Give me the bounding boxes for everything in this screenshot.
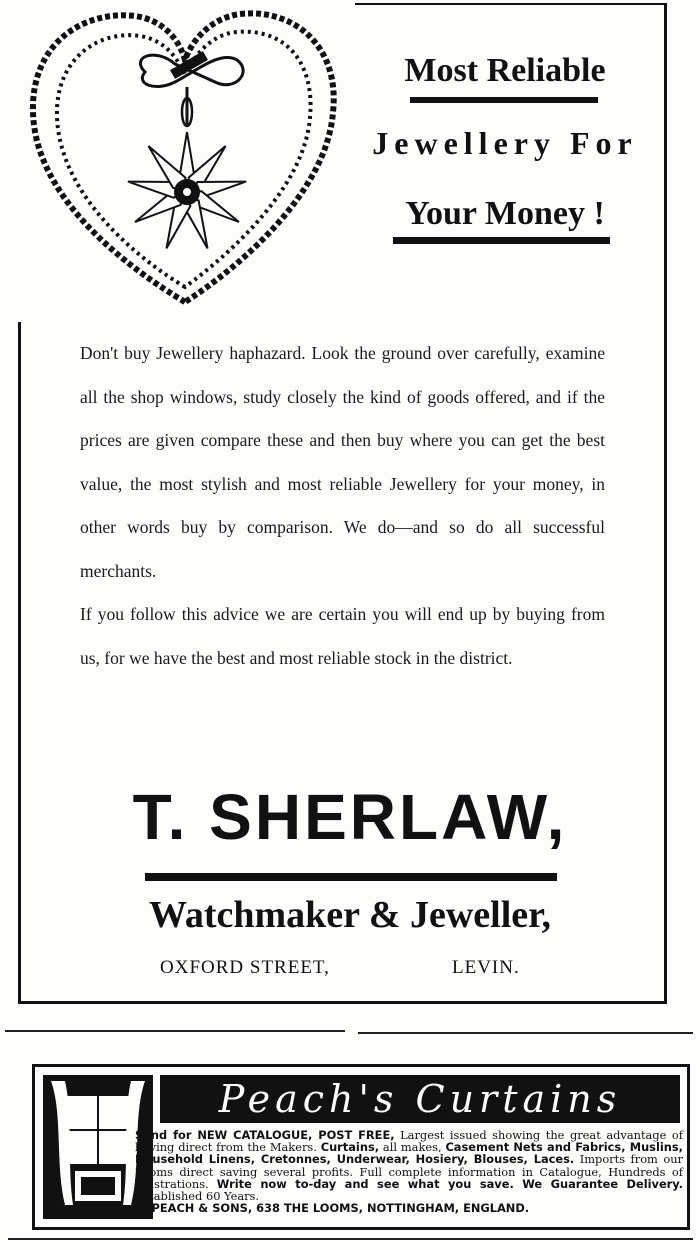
address-street: OXFORD STREET, [160,957,330,978]
peach-curtains-advert [32,1064,690,1230]
headline-line-1: Most Reliable [404,52,606,89]
separator-line-right [358,1032,693,1034]
peach-copy-g: Write now to-day and see what you save. [216,1176,514,1191]
heart-necklace-illustration [15,2,355,317]
peach-advert-copy [135,1129,683,1214]
peach-copy-c: Curtains, [320,1140,380,1155]
peach-copy-b: Largest issued showing the great advantage of buying direct from the Makers. [135,1128,683,1155]
peach-copy-f: Imports from our Looms direct saving several profits. Full complete information in Catalogue, Hundreds of Illustrations. [135,1152,683,1191]
peach-copy-a: Send for NEW CATALOGUE, POST FREE, [135,1128,395,1142]
ad-border-right [664,3,667,1003]
headline-underline-1 [410,97,598,103]
headline-line-3: Your Money ! [405,195,605,232]
ad-border-top [355,3,667,5]
shop-name-underline [145,873,557,881]
peach-copy-e: Casement Nets and Fabrics, Muslins, Household Linens, Cretonnes, Underwear, Hosiery, Blouses, Laces. [135,1140,683,1167]
ad-border-bottom [18,1001,667,1004]
peach-copy-h: We Guarantee Delivery. [513,1176,683,1191]
shop-name: T. SHERLAW, [132,781,568,853]
headline-line-2: Jewellery For [372,125,638,161]
body-paragraph-2: If you follow this advice we are certain you will end up by buying from us, for we have the best and most reliable stock in the district. [80,604,605,668]
peach-copy-i: Established 60 Years. [135,1189,260,1204]
peach-copy-j: S. PEACH & SONS, 638 THE LOOMS, NOTTINGHAM, ENGLAND. [135,1201,530,1216]
separator-line-left [5,1030,345,1032]
ad-border-left [18,322,21,1004]
peach-copy-d: all makes, [379,1140,446,1155]
body-paragraph-1: Don't buy Jewellery haphazard. Look the ground over carefully, examine all the shop windows, study closely the kind of goods offered, and if the prices are given compare these and then buy where you can get the best value, the most stylish and most reliable Jewellery for your money, in other words buy by comparison. We do—and so do all successful merchants. [80,343,605,581]
advert-body [80,332,605,680]
headline-underline-3 [393,237,610,244]
trade-description: Watchmaker & Jeweller, [148,894,552,936]
bottom-separator-line [8,1238,693,1240]
address-town: LEVIN. [452,957,520,978]
peach-banner-title: Peach's Curtains [160,1075,680,1123]
